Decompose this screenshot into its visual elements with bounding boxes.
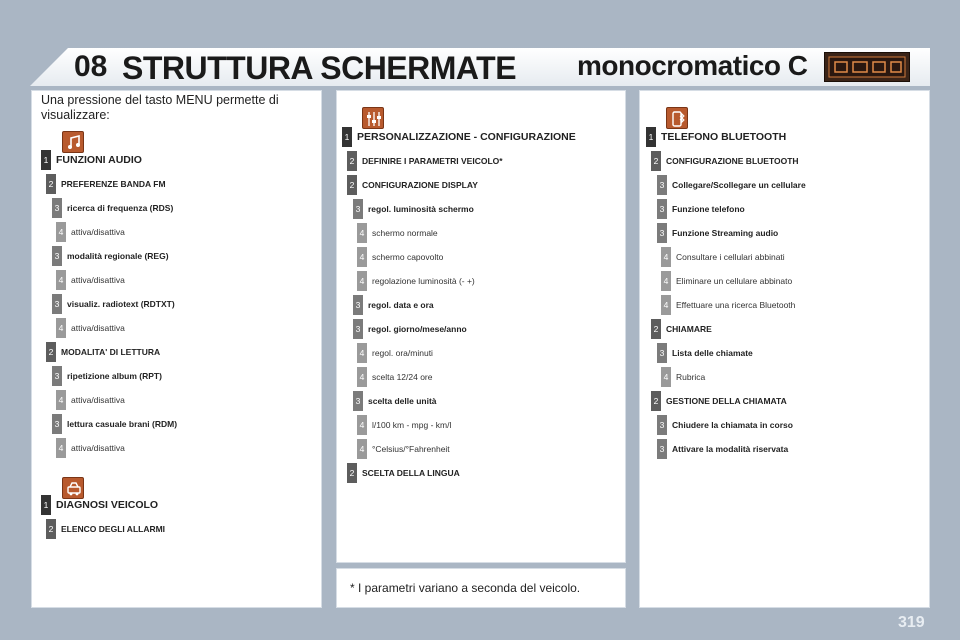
menu-item-label: Funzione telefono — [672, 204, 745, 214]
page-subtitle: monocromatico C — [577, 50, 808, 81]
menu-item-label: TELEFONO BLUETOOTH — [661, 131, 787, 143]
level-badge: 2 — [46, 342, 56, 362]
level-badge: 4 — [357, 439, 367, 459]
menu-item-label: scelta 12/24 ore — [372, 372, 433, 382]
level-badge: 4 — [56, 222, 66, 242]
car-diagnostic-icon — [62, 477, 84, 499]
page-number: 319 — [898, 614, 925, 631]
level-badge: 1 — [41, 150, 51, 170]
menu-item-label: regolazione luminosità (- +) — [372, 276, 475, 286]
level-badge: 2 — [46, 174, 56, 194]
menu-item-label: modalità regionale (REG) — [67, 251, 169, 261]
menu-item-label: FUNZIONI AUDIO — [56, 154, 142, 166]
menu-item-label: scelta delle unità — [368, 396, 437, 406]
level-badge: 2 — [651, 319, 661, 339]
menu-item-label: Rubrica — [676, 372, 706, 382]
menu-item-label: CONFIGURAZIONE DISPLAY — [362, 180, 478, 190]
level-badge: 3 — [657, 223, 667, 243]
menu-item-label: SCELTA DELLA LINGUA — [362, 468, 460, 478]
menu-item-label: attiva/disattiva — [71, 323, 125, 333]
level-badge: 3 — [52, 294, 62, 314]
phone-bluetooth-icon — [666, 107, 688, 129]
level-badge: 3 — [657, 199, 667, 219]
settings-sliders-icon — [362, 107, 384, 129]
level-badge: 3 — [353, 391, 363, 411]
level-badge: 4 — [56, 270, 66, 290]
menu-item-label: attiva/disattiva — [71, 395, 125, 405]
menu-item-label: schermo capovolto — [372, 252, 444, 262]
level-badge: 1 — [646, 127, 656, 147]
intro-text: Una pressione del tasto MENU permette di visualizzare: — [41, 93, 279, 122]
menu-item-label: regol. luminosità schermo — [368, 204, 474, 214]
level-badge: 4 — [56, 318, 66, 338]
menu-item-label: Funzione Streaming audio — [672, 228, 779, 238]
level-badge: 3 — [657, 343, 667, 363]
level-badge: 1 — [342, 127, 352, 147]
menu-item-label: attiva/disattiva — [71, 227, 125, 237]
level-badge: 2 — [347, 463, 357, 483]
level-badge: 3 — [52, 198, 62, 218]
level-badge: 2 — [347, 175, 357, 195]
level-badge: 3 — [52, 366, 62, 386]
menu-item-label: ELENCO DEGLI ALLARMI — [61, 524, 166, 534]
level-badge: 2 — [651, 151, 661, 171]
level-badge: 4 — [56, 390, 66, 410]
level-badge: 4 — [357, 271, 367, 291]
menu-item-label: DEFINIRE I PARAMETRI VEICOLO* — [362, 156, 503, 166]
level-badge: 3 — [353, 319, 363, 339]
level-badge: 4 — [661, 247, 671, 267]
menu-item-label: Chiudere la chiamata in corso — [672, 420, 793, 430]
level-badge: 4 — [56, 438, 66, 458]
level-badge: 1 — [41, 495, 51, 515]
level-badge: 3 — [657, 439, 667, 459]
menu-item-label: schermo normale — [372, 228, 438, 238]
menu-item-label: regol. giorno/mese/anno — [368, 324, 467, 334]
page-title: STRUTTURA SCHERMATE — [122, 50, 517, 86]
level-badge: 3 — [52, 246, 62, 266]
display-screen-icon — [824, 52, 910, 82]
level-badge: 3 — [657, 415, 667, 435]
level-badge: 4 — [357, 415, 367, 435]
menu-item-label: Attivare la modalità riservata — [672, 444, 789, 454]
menu-item-label: CHIAMARE — [666, 324, 712, 334]
level-badge: 4 — [357, 223, 367, 243]
menu-item-label: regol. data e ora — [368, 300, 434, 310]
menu-item-label: °Celsius/°Fahrenheit — [372, 444, 450, 454]
menu-item-label: attiva/disattiva — [71, 443, 125, 453]
level-badge: 4 — [661, 367, 671, 387]
level-badge: 4 — [357, 247, 367, 267]
footnote: * I parametri variano a seconda del veicolo. — [350, 581, 581, 595]
menu-item-label: lettura casuale brani (RDM) — [67, 419, 178, 429]
level-badge: 3 — [353, 199, 363, 219]
menu-item-label: PERSONALIZZAZIONE - CONFIGURAZIONE — [357, 131, 576, 143]
menu-item-label: regol. ora/minuti — [372, 348, 433, 358]
level-badge: 4 — [357, 343, 367, 363]
menu-item-label: l/100 km - mpg - km/l — [372, 420, 452, 430]
menu-item-label: attiva/disattiva — [71, 275, 125, 285]
level-badge: 4 — [661, 271, 671, 291]
menu-item-label: Lista delle chiamate — [672, 348, 753, 358]
menu-item-label: ripetizione album (RPT) — [67, 371, 162, 381]
level-badge: 2 — [651, 391, 661, 411]
menu-item-label: Consultare i cellulari abbinati — [676, 252, 785, 262]
menu-item-label: CONFIGURAZIONE BLUETOOTH — [666, 156, 799, 166]
level-badge: 3 — [657, 175, 667, 195]
music-note-icon — [62, 131, 84, 153]
level-badge: 4 — [357, 367, 367, 387]
menu-item-label: Collegare/Scollegare un cellulare — [672, 180, 806, 190]
menu-item-label: PREFERENZE BANDA FM — [61, 179, 166, 189]
level-badge: 2 — [347, 151, 357, 171]
menu-item-label: Eliminare un cellulare abbinato — [676, 276, 793, 286]
level-badge: 2 — [46, 519, 56, 539]
menu-item-label: MODALITA' DI LETTURA — [61, 347, 161, 357]
menu-item-label: GESTIONE DELLA CHIAMATA — [666, 396, 787, 406]
menu-item-label: Effettuare una ricerca Bluetooth — [676, 300, 796, 310]
menu-item-label: DIAGNOSI VEICOLO — [56, 499, 159, 511]
level-badge: 3 — [52, 414, 62, 434]
chapter-number: 08 — [74, 50, 108, 83]
level-badge: 3 — [353, 295, 363, 315]
menu-item-label: visualiz. radiotext (RDTXT) — [67, 299, 175, 309]
menu-item-label: ricerca di frequenza (RDS) — [67, 203, 174, 213]
level-badge: 4 — [661, 295, 671, 315]
